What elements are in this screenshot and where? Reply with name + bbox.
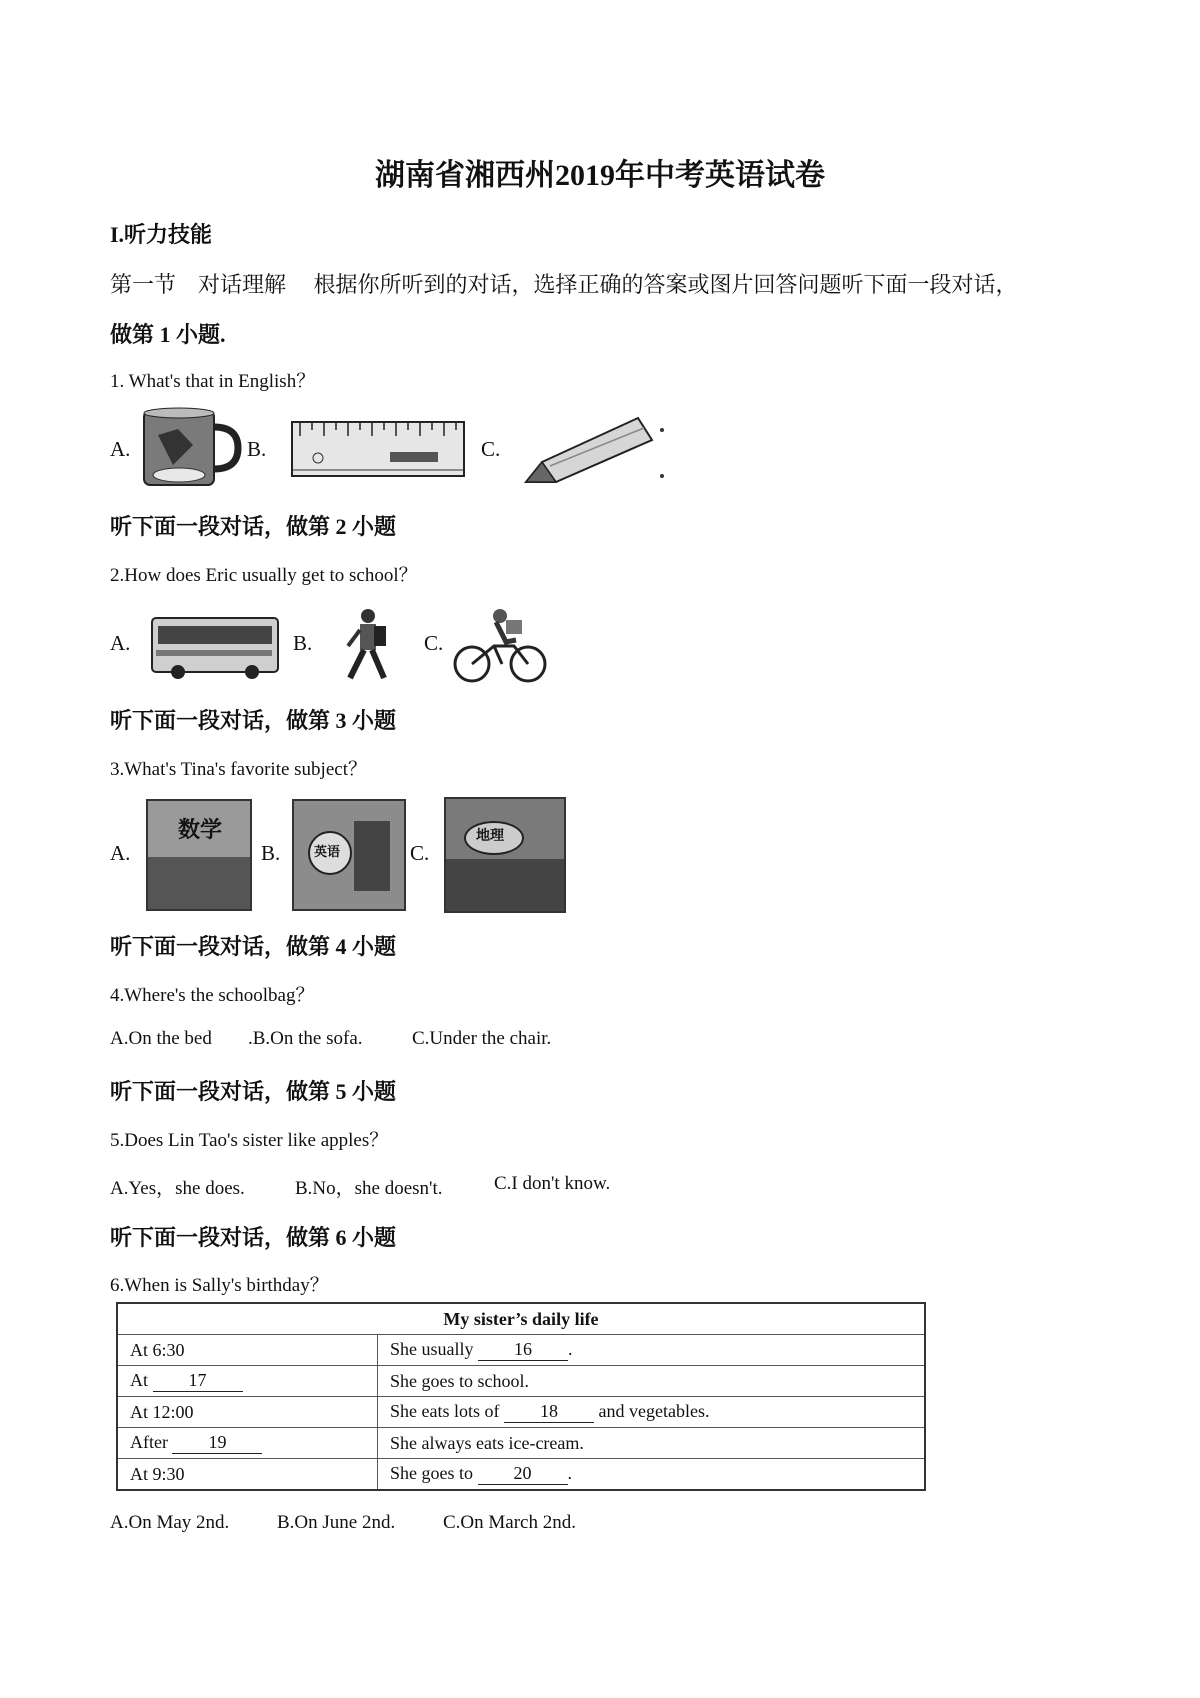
q2-option-c-label: C. xyxy=(424,631,444,655)
q5-option-a: A.Yes，she does. xyxy=(110,1178,245,1199)
q6-option-c: C.On March 2nd. xyxy=(443,1512,576,1533)
table-row xyxy=(117,1335,925,1366)
q2-option-b-label: B. xyxy=(293,631,313,655)
time-cell: At 9:30 xyxy=(117,1459,378,1491)
geography-book-picture xyxy=(444,797,566,913)
q6-option-b: B.On June 2nd. xyxy=(277,1512,396,1533)
time-cell: At 12:00 xyxy=(117,1397,378,1428)
math-book-picture xyxy=(146,799,252,911)
activity-cell: She eats lots of 18 and vegetables. xyxy=(378,1397,926,1428)
blank-18: 18 xyxy=(504,1401,594,1423)
listening-heading-3: 听下面一段对话，做第 3 小题 xyxy=(110,708,397,733)
q1-option-c-label: C. xyxy=(481,437,501,461)
pencil-picture xyxy=(520,410,670,490)
listening-heading-5: 听下面一段对话，做第 5 小题 xyxy=(110,1079,397,1104)
q1-option-b-label: B. xyxy=(247,437,267,461)
math-book-title: 数学 xyxy=(178,818,223,843)
instruction-line-1: 第一节 对话理解 根据你所听到的对话，选择正确的答案或图片回答问题听下面一段对话， xyxy=(110,272,1018,297)
ruler-picture xyxy=(290,418,468,480)
mug-picture xyxy=(138,405,242,490)
question-1: 1. What's that in English？ xyxy=(110,371,316,392)
table-row xyxy=(117,1397,925,1428)
activity-cell: She usually 16 . xyxy=(378,1335,926,1366)
question-5: 5.Does Lin Tao's sister like apples？ xyxy=(110,1130,389,1151)
listening-heading-4: 听下面一段对话，做第 4 小题 xyxy=(110,934,397,959)
blank-20: 20 xyxy=(478,1463,568,1485)
page-title: 湖南省湘西州2019年中考英语试卷 xyxy=(375,159,825,192)
table-row xyxy=(117,1459,925,1491)
question-6: 6.When is Sally's birthday？ xyxy=(110,1275,329,1296)
time-cell: After 19 xyxy=(117,1428,378,1459)
q3-option-a-label: A. xyxy=(110,841,131,865)
activity-cell: She goes to school. xyxy=(378,1366,926,1397)
time-cell: At 17 xyxy=(117,1366,378,1397)
question-4: 4.Where's the schoolbag？ xyxy=(110,985,315,1006)
english-book-title: 英语 xyxy=(314,845,341,860)
q6-option-a: A.On May 2nd. xyxy=(110,1512,230,1533)
geography-book-title: 地理 xyxy=(476,828,504,844)
activity-cell: She always eats ice-cream. xyxy=(378,1428,926,1459)
question-2: 2.How does Eric usually get to school？ xyxy=(110,565,418,586)
english-book-picture xyxy=(292,799,406,911)
listening-heading-2: 听下面一段对话，做第 2 小题 xyxy=(110,514,397,539)
question-3: 3.What's Tina's favorite subject？ xyxy=(110,759,367,780)
blank-17: 17 xyxy=(153,1370,243,1392)
q2-option-a-label: A. xyxy=(110,631,131,655)
q1-option-a-label: A. xyxy=(110,437,131,461)
table-row xyxy=(117,1428,925,1459)
walking-student-picture xyxy=(330,606,402,686)
blank-19: 19 xyxy=(172,1432,262,1454)
q5-option-c: C.I don't know. xyxy=(494,1173,611,1194)
table-title: My sister’s daily life xyxy=(117,1303,925,1335)
instruction-line-2: 做第 1 小题. xyxy=(110,322,226,347)
q4-option-c: C.Under the chair. xyxy=(412,1028,552,1049)
q4-option-a: A.On the bed xyxy=(110,1028,212,1049)
q3-option-b-label: B. xyxy=(261,841,281,865)
blank-16: 16 xyxy=(478,1339,568,1361)
section-heading: I.听力技能 xyxy=(110,222,213,247)
time-cell: At 6:30 xyxy=(117,1335,378,1366)
bus-picture xyxy=(148,612,284,682)
q4-option-b: .B.On the sofa. xyxy=(248,1028,363,1049)
q5-option-b: B.No，she doesn't. xyxy=(295,1178,443,1199)
daily-life-table xyxy=(116,1302,926,1491)
activity-cell: She goes to 20 . xyxy=(378,1459,926,1491)
q3-option-c-label: C. xyxy=(410,841,430,865)
bicycle-picture xyxy=(452,606,548,686)
listening-heading-6: 听下面一段对话，做第 6 小题 xyxy=(110,1225,397,1250)
table-row xyxy=(117,1366,925,1397)
